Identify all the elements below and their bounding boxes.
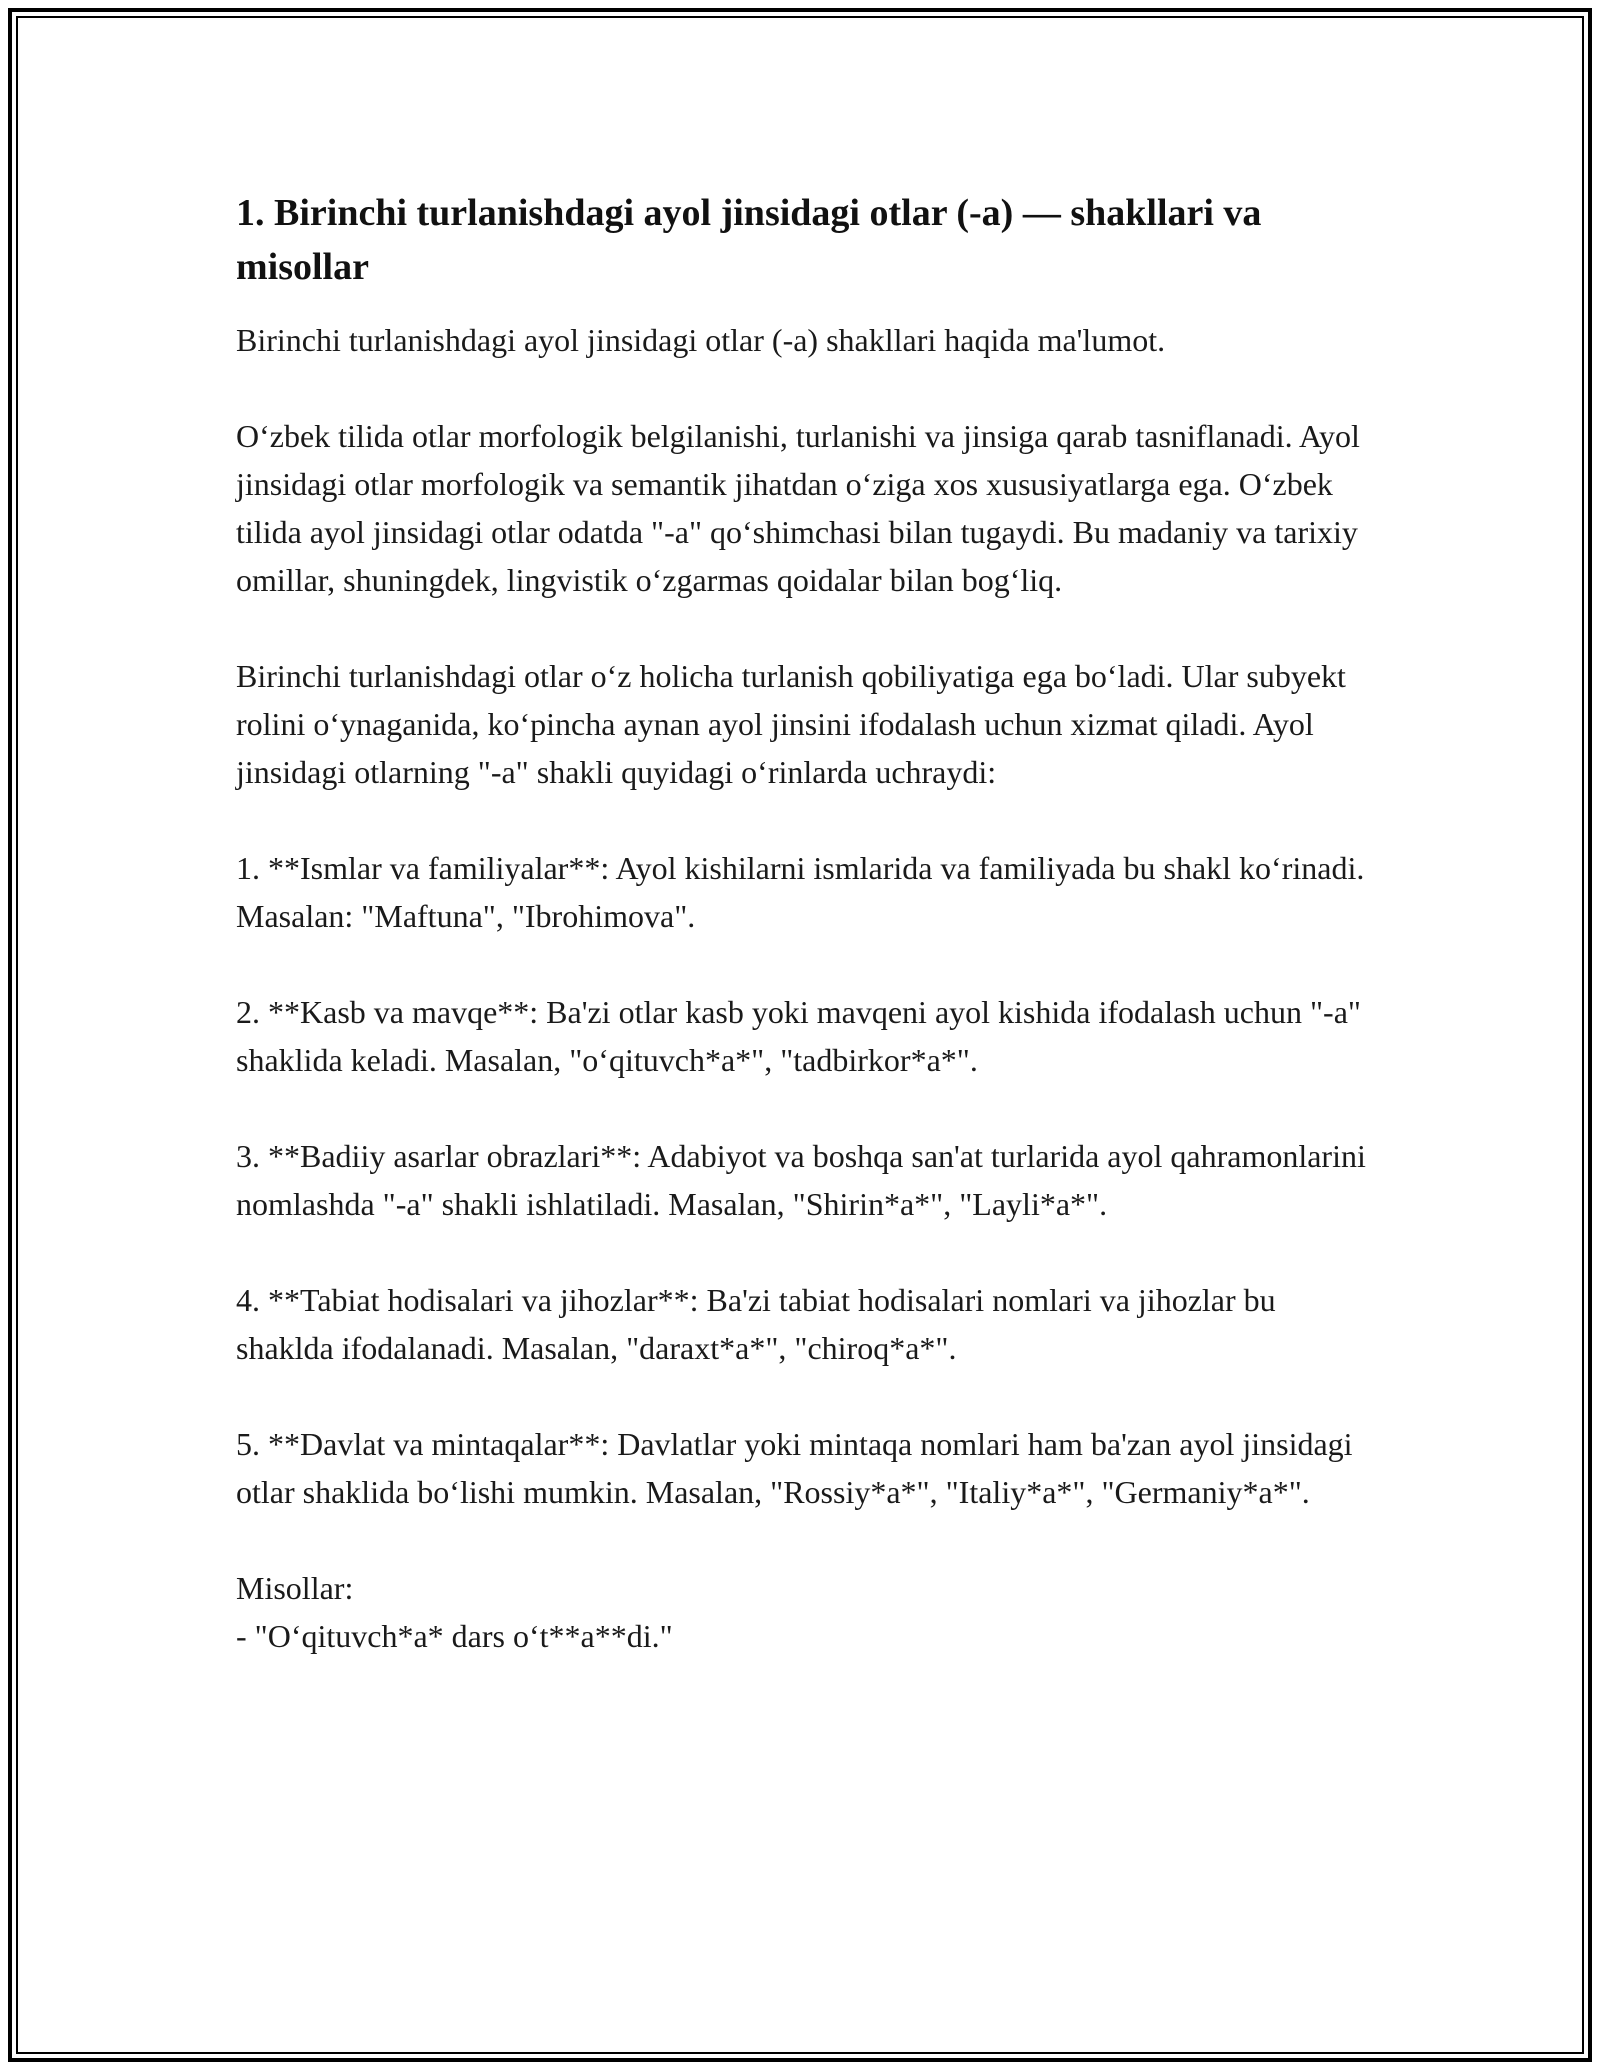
body-paragraph-2: Birinchi turlanishdagi otlar o‘z holicha turlanish qobiliyatiga ega bo‘ladi. Ular subyekt rolini o‘ynaganida, ko‘pincha aynan ayol jinsini ifodalash uchun xizmat qiladi. Ayol jinsidagi otlarning "-a" shakli quyidagi o‘rinlarda uchraydi: (236, 658, 1346, 790)
list-item-3: 3. **Badiiy asarlar obrazlari**: Adabiyot va boshqa san'at turlarida ayol qahramonlarini nomlashda "-a" shakli ishlatiladi. Masalan, "Shirin*a*", "Layli*a*". (236, 1138, 1366, 1222)
list-item-5: 5. **Davlat va mintaqalar**: Davlatlar yoki mintaqa nomlari ham ba'zan ayol jinsidagi otlar shaklida bo‘lishi mumkin. Masalan, "Rossiy*a*", "Italiy*a*", "Germaniy*a*". (236, 1426, 1353, 1510)
list-item-2: 2. **Kasb va mavqe**: Ba'zi otlar kasb yoki mavqeni ayol kishida ifodalash uchun "-a" shaklida keladi. Masalan, "o‘qituvch*a*", "tadbirkor*a*". (236, 994, 1361, 1078)
body-paragraph-1: O‘zbek tilida otlar morfologik belgilanishi, turlanishi va jinsiga qarab tasniflanadi. Ayol jinsidagi otlar morfologik va semantik jihatdan o‘ziga xos xususiyatlarga ega. O‘zbek tilida ayol jinsidagi otlar odatda "-a" qo‘shimchasi bilan tugaydi. Bu madaniy va tarixiy omillar, shuningdek, lingvistik o‘zgarmas qoidalar bilan bog‘liq. (236, 418, 1360, 598)
list-item-4: 4. **Tabiat hodisalari va jihozlar**: Ba'zi tabiat hodisalari nomlari va jihozlar bu shaklda ifodalanadi. Masalan, "daraxt*a*", "chiroq*a*". (236, 1282, 1276, 1366)
document-title: 1. Birinchi turlanishdagi ayol jinsidagi otlar (-a) — shakllari va misollar (236, 192, 1262, 288)
examples-heading: Misollar: (236, 1570, 354, 1606)
intro-paragraph: Birinchi turlanishdagi ayol jinsidagi otlar (-a) shakllari haqida ma'lumot. (236, 322, 1166, 358)
example-line-1: - "O‘qituvch*a* dars o‘t**a**di." (236, 1618, 673, 1654)
list-item-1: 1. **Ismlar va familiyalar**: Ayol kishilarni ismlarida va familiyada bu shakl ko‘rinadi. Masalan: "Maftuna", "Ibrohimova". (236, 850, 1365, 934)
document-body (236, 186, 1366, 1660)
